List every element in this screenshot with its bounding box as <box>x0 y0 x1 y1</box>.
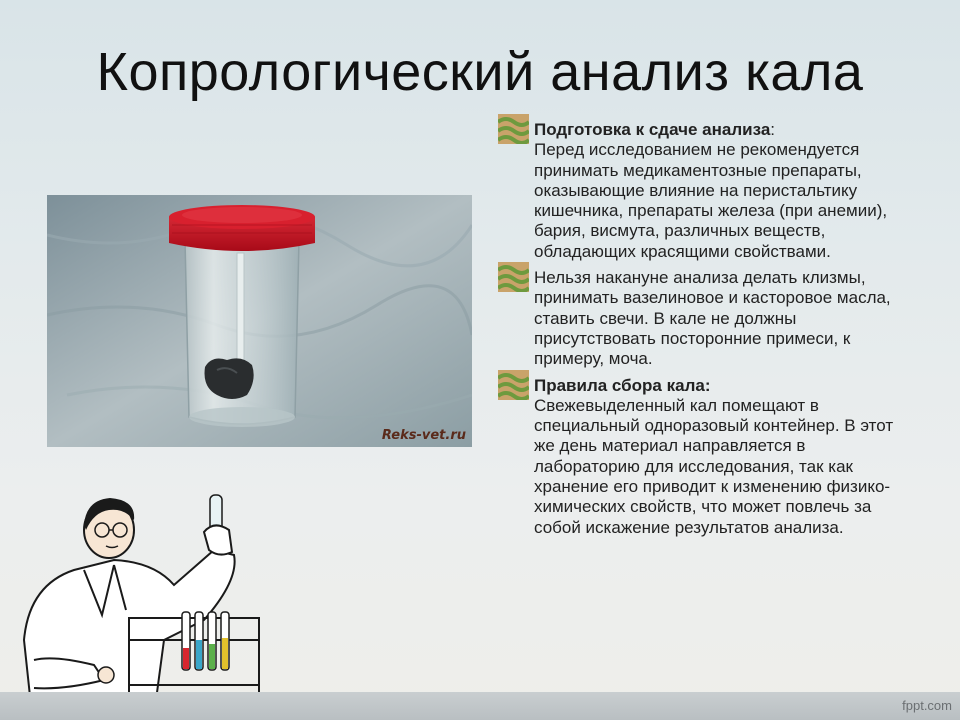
item-heading-colon: : <box>770 120 776 139</box>
item-text: Нельзя накануне анализа делать клизмы, принимать вазелиновое и касторовое масла, ставить свечи. В кале не должны присутствовать посторонние примеси, к примеру, моча. <box>534 268 891 369</box>
container-illustration <box>47 195 472 447</box>
list-item <box>498 120 908 262</box>
footer-bar <box>0 692 960 720</box>
swirl-bullet-icon <box>498 262 529 292</box>
item-text: Перед исследованием не рекомендуется принимать медикаментозные препараты, оказывающие влияние на перистальтику кишечника, препараты железа (при анемии), бария, висмута, различных веществ, обладающих красящими свойствами. <box>534 140 888 261</box>
text-content <box>498 120 908 544</box>
list-item <box>498 268 908 369</box>
scientist-illustration <box>14 490 264 715</box>
list-item <box>498 376 908 538</box>
photo-watermark: Reks-vet.ru <box>381 428 466 443</box>
item-heading: Правила сбора кала: <box>534 375 711 395</box>
swirl-bullet-icon <box>498 114 529 144</box>
item-heading: Подготовка к сдаче анализа <box>534 120 771 139</box>
swirl-bullet-icon <box>498 370 529 400</box>
specimen-container-photo <box>47 195 472 447</box>
item-text: Свежевыделенный кал помещают в специальный одноразовый контейнер. В этот же день материал направляется в лабораторию для исследования, так как хранение его приводит к изменению физико-химических свойств, что может повлечь за собой искажение результатов анализа. <box>534 395 894 537</box>
footer-logo: fppt.com <box>902 698 952 713</box>
slide-title: Копрологический анализ кала <box>96 42 864 102</box>
